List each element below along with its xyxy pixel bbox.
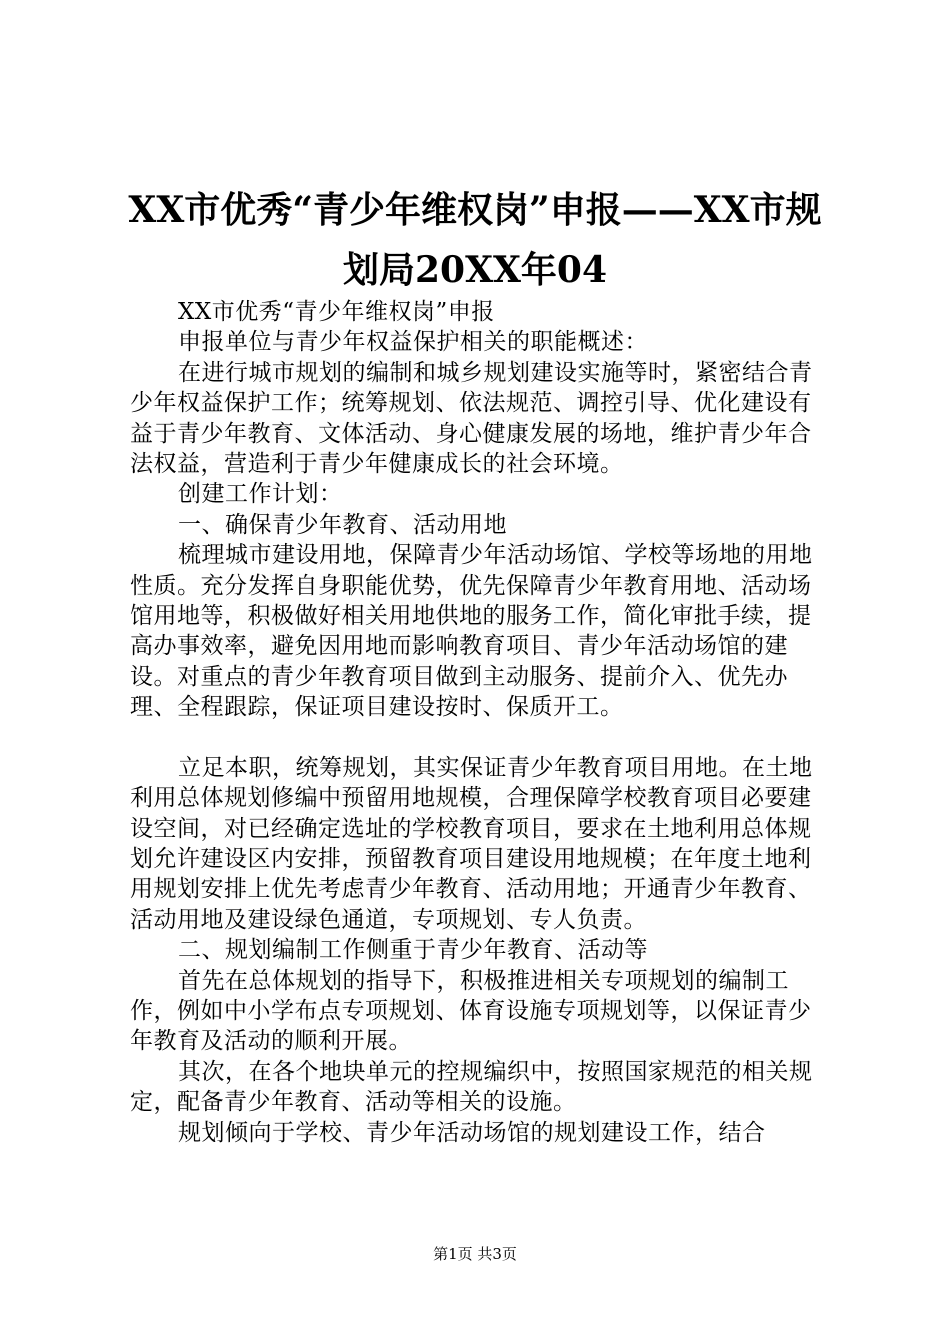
document-body: [130, 297, 830, 1148]
page-footer: 第1页 共3页: [433, 1245, 517, 1263]
section-heading-1: 一、确保青少年教育、活动用地: [178, 511, 507, 538]
document-title-line-2: 划局20XX年04: [342, 249, 608, 291]
paragraph-function-heading: 申报单位与青少年权益保护相关的职能概述：: [178, 329, 648, 356]
section-heading-2: 二、规划编制工作侧重于青少年教育、活动等: [178, 937, 648, 964]
paragraph-subtitle: XX市优秀“青少年维权岗”申报: [178, 299, 495, 325]
paragraph-first: 首先在总体规划的指导下，积极推进相关专项规划的编制工作，例如中小学布点专项规划、体育设施专项规划等，以保证青少年教育及活动的顺利开展。: [130, 967, 812, 1055]
paragraph-second: 其次，在各个地块单元的控规编织中，按照国家规范的相关规定，配备青少年教育、活动等相关的设施。: [130, 1058, 813, 1116]
paragraph-plan-heading: 创建工作计划：: [178, 481, 343, 508]
paragraph-function-overview: 在进行城市规划的编制和城乡规划建设实施等时，紧密结合青少年权益保护工作；统筹规划、依法规范、调控引导、优化建设有益于青少年教育、文体活动、身心健康发展的场地，维护青少年合法权益，营造利于青少年健康成长的社会环境。: [130, 359, 813, 478]
paragraph-tendency: 规划倾向于学校、青少年活动场馆的规划建设工作，结合: [178, 1119, 766, 1146]
paragraph-land-use: 梳理城市建设用地，保障青少年活动场馆、学校等场地的用地性质。充分发挥自身职能优势，优先保障青少年教育用地、活动场馆用地等，积极做好相关用地供地的服务工作，简化审批手续，提高办事效率，避免因用地而影响教育项目、青少年活动场馆的建设。对重点的青少年教育项目做到主动服务、提前介入、优先办理、全程跟踪，保证项目建设按时、保质开工。: [130, 542, 813, 721]
document-title-line-1: XX市优秀“青少年维权岗”申报——XX市规: [128, 189, 822, 231]
paragraph-land-planning: 立足本职，统筹规划，其实保证青少年教育项目用地。在土地利用总体规划修编中预留用地规模，合理保障学校教育项目必要建设空间，对已经确定选址的学校教育项目，要求在土地利用总体规划允许建设区内安排，预留教育项目建设用地规模；在年度土地利用规划安排上优先考虑青少年教育、活动用地；开通青少年教育、活动用地及建设绿色通道，专项规划、专人负责。: [130, 754, 813, 933]
